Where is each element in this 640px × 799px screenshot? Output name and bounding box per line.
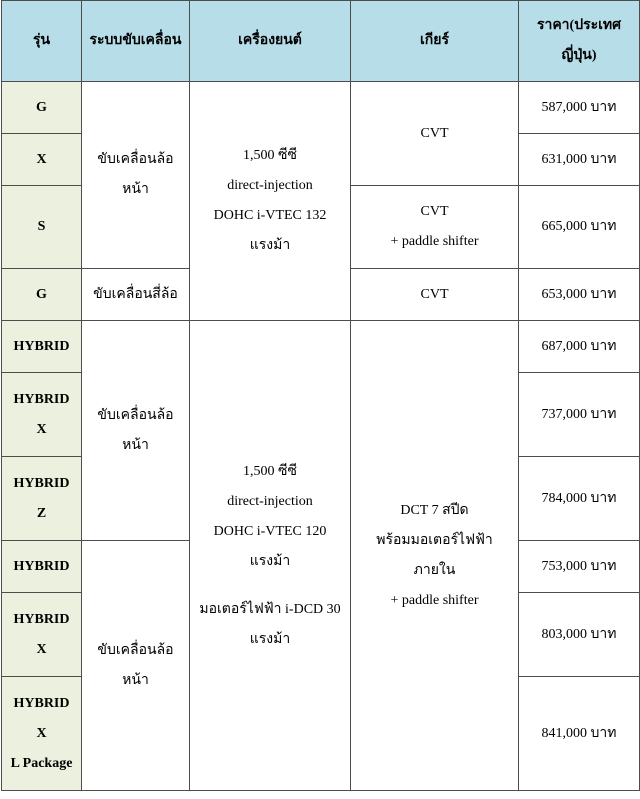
model-cell — [2, 186, 82, 269]
price-cell: 737,000 บาท — [519, 373, 640, 457]
engine-text: แรงม้า — [249, 553, 291, 569]
engine-text: มอเตอร์ไฟฟ้า i-DCD 30 — [199, 601, 341, 617]
drive-cell — [82, 269, 190, 321]
gear-cell — [351, 186, 519, 269]
header-model: รุ่น — [2, 1, 82, 82]
drive-text: ขับเคลื่อนล้อ — [97, 642, 174, 658]
model-cell — [2, 269, 82, 321]
model-cell — [2, 321, 82, 373]
header-row — [2, 1, 640, 82]
drive-text: ขับเคลื่อนล้อ — [97, 152, 174, 167]
model-name: L Package — [10, 755, 73, 771]
table-row — [2, 82, 640, 134]
model-name: G — [36, 99, 47, 115]
price-table — [1, 0, 640, 791]
gear-cell — [351, 321, 519, 791]
header-engine: เครื่องยนต์ — [190, 1, 351, 82]
model-name: HYBRID — [13, 695, 70, 711]
gear-text: CVT — [420, 204, 449, 219]
drive-text: หน้า — [122, 672, 149, 688]
header-price — [519, 1, 640, 82]
drive-text: หน้า — [122, 437, 149, 453]
model-cell — [2, 373, 82, 457]
model-name: Z — [36, 505, 47, 521]
header-price-line1: ราคา(ประเทศ — [536, 18, 622, 33]
price-cell: 841,000 บาท — [519, 677, 640, 791]
model-name: HYBRID — [13, 391, 70, 407]
gear-text: + paddle shifter — [390, 234, 479, 249]
drive-cell — [82, 541, 190, 791]
price-cell: 803,000 บาท — [519, 593, 640, 677]
model-cell — [2, 677, 82, 791]
model-name: HYBRID — [13, 611, 70, 627]
engine-text: DOHC i-VTEC 120 — [213, 523, 327, 539]
engine-text: DOHC i-VTEC 132 — [213, 208, 327, 223]
gear-cell — [351, 82, 519, 186]
gear-text: พร้อมมอเตอร์ไฟฟ้า — [376, 532, 493, 548]
gear-cell — [351, 269, 519, 321]
engine-text: direct-injection — [227, 178, 313, 193]
engine-cell — [190, 321, 351, 791]
header-drive: ระบบขับเคลื่อน — [82, 1, 190, 82]
model-name: X — [36, 725, 47, 741]
engine-text: 1,500 ซีซี — [242, 148, 297, 163]
gear-text: DCT 7 สปีด — [400, 502, 469, 518]
price-cell: 587,000 บาท — [519, 82, 640, 134]
gear-text: CVT — [420, 125, 449, 141]
price-cell: 653,000 บาท — [519, 269, 640, 321]
engine-text: แรงม้า — [249, 238, 291, 253]
price-cell: 687,000 บาท — [519, 321, 640, 373]
model-cell — [2, 541, 82, 593]
model-name: G — [36, 286, 47, 302]
table-row — [2, 321, 640, 373]
engine-text: direct-injection — [227, 493, 313, 509]
model-name: HYBRID — [13, 475, 70, 491]
model-name: X — [36, 421, 47, 437]
model-name: HYBRID — [13, 558, 70, 574]
engine-spacer — [194, 577, 346, 595]
engine-cell — [190, 82, 351, 321]
gear-text: ภายใน — [413, 562, 456, 578]
model-cell — [2, 457, 82, 541]
model-cell — [2, 82, 82, 134]
drive-text: ขับเคลื่อนล้อ — [97, 407, 174, 423]
model-name: S — [37, 219, 46, 234]
price-cell: 665,000 บาท — [519, 186, 640, 269]
price-cell: 631,000 บาท — [519, 134, 640, 186]
model-cell — [2, 134, 82, 186]
gear-text: + paddle shifter — [390, 592, 479, 608]
price-cell: 753,000 บาท — [519, 541, 640, 593]
header-gear: เกียร์ — [351, 1, 519, 82]
model-name: HYBRID — [13, 338, 70, 354]
drive-text: ขับเคลื่อนสี่ล้อ — [93, 286, 178, 302]
price-cell: 784,000 บาท — [519, 457, 640, 541]
model-name: X — [36, 641, 47, 657]
model-name: X — [36, 151, 47, 167]
engine-text: 1,500 ซีซี — [242, 463, 297, 479]
drive-cell — [82, 82, 190, 269]
header-price-line2: ญี่ปุ่น) — [561, 48, 597, 63]
engine-text: แรงม้า — [249, 631, 291, 647]
model-cell — [2, 593, 82, 677]
gear-text: CVT — [420, 286, 449, 302]
drive-text: หน้า — [122, 182, 149, 197]
drive-cell — [82, 321, 190, 541]
